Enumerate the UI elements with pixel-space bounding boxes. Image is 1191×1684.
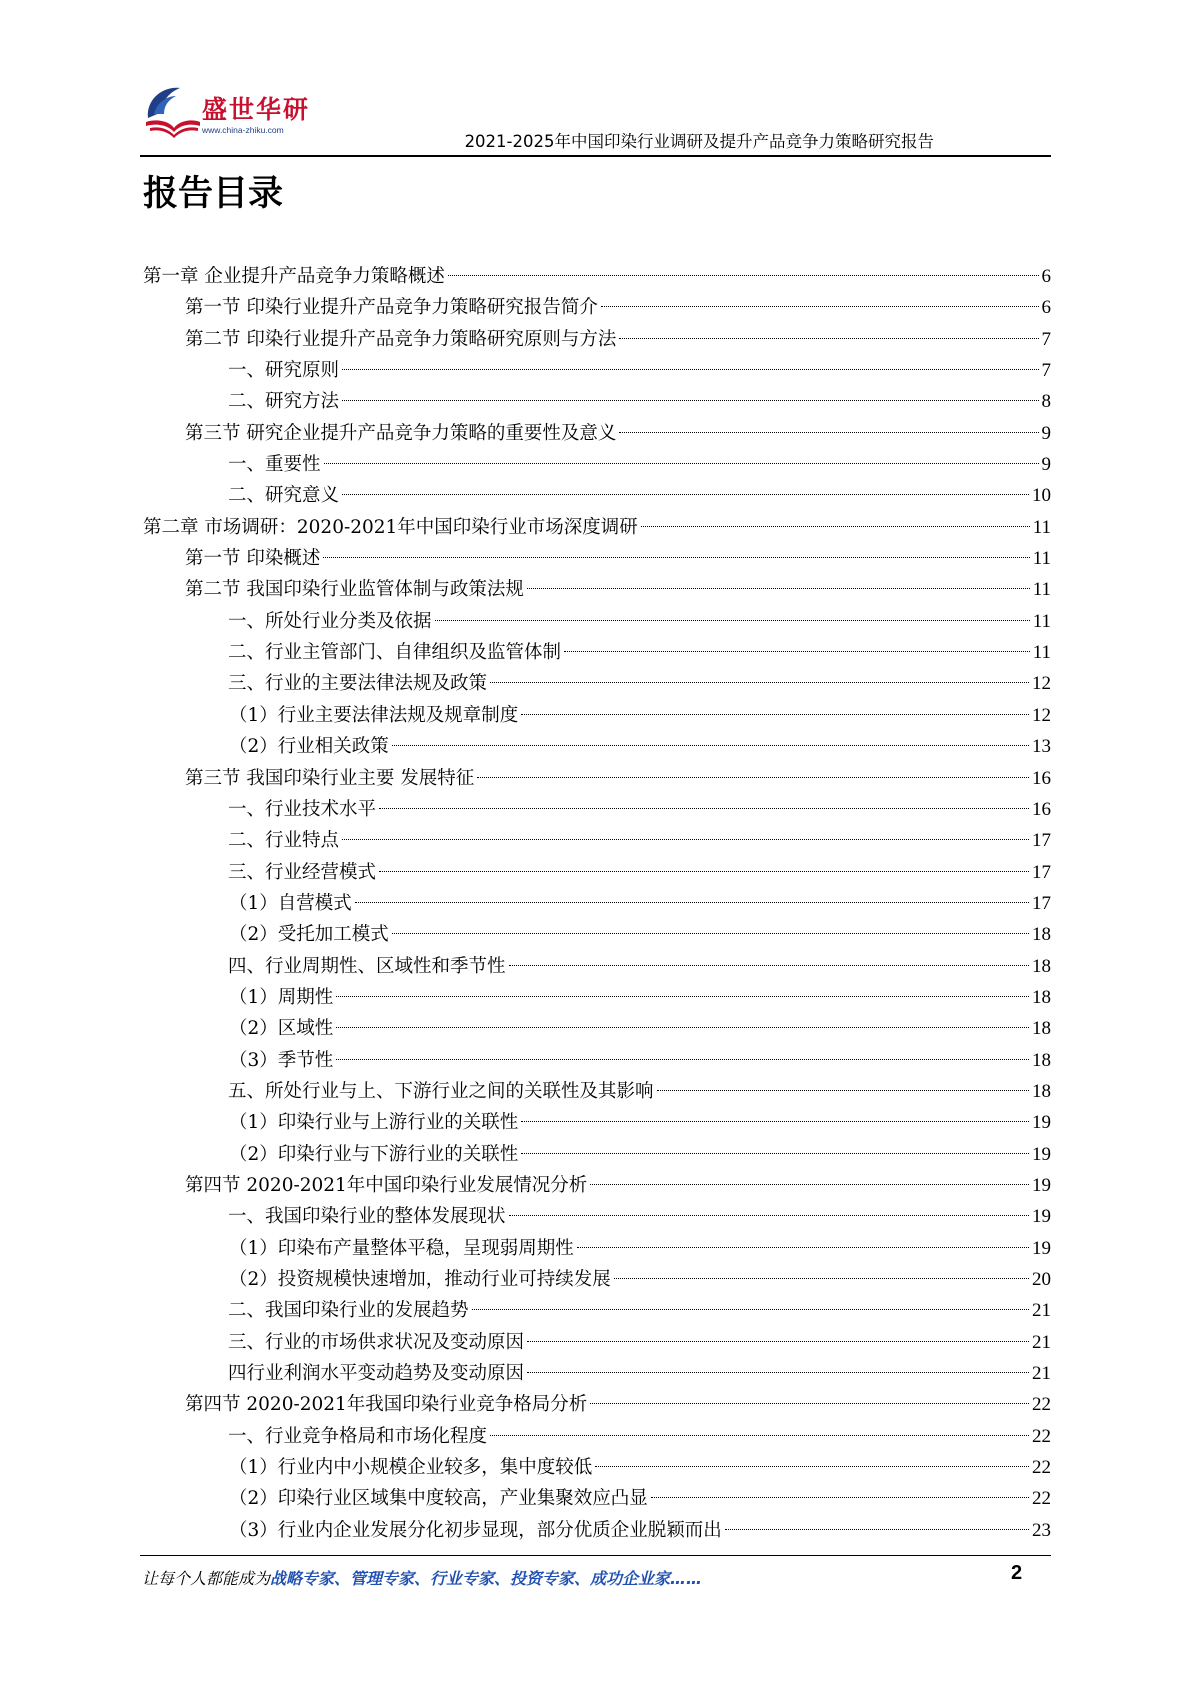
toc-entry-text: （1）印染布产量整体平稳，呈现弱周期性 [229, 1237, 574, 1259]
toc-entry-page: 7 [1041, 360, 1051, 382]
toc-entry-page: 18 [1032, 1049, 1051, 1071]
toc-entry-text: 四、行业周期性、区域性和季节性 [228, 955, 506, 977]
toc-entry-text: （2）行业相关政策 [229, 736, 389, 758]
footer-motto [142, 1566, 702, 1589]
toc-entry-page: 11 [1032, 579, 1051, 601]
toc-entry[interactable] [143, 1233, 1051, 1264]
toc-entry-text: 第二节 印染行业提升产品竞争力策略研究原则与方法 [185, 328, 617, 350]
toc-entry-text: 二、行业特点 [228, 830, 340, 852]
toc-entry[interactable] [143, 606, 1051, 637]
toc-entry[interactable] [143, 1483, 1051, 1514]
toc-dot-leader [448, 275, 1039, 276]
toc-entry[interactable] [143, 919, 1051, 950]
toc-dot-leader [355, 902, 1029, 903]
toc-entry[interactable] [143, 1107, 1051, 1138]
toc-entry[interactable] [143, 763, 1051, 794]
toc-entry-page: 16 [1032, 798, 1051, 820]
toc-entry[interactable] [143, 1515, 1051, 1546]
toc-entry-text: 第二章 市场调研：2020-2021年中国印染行业市场深度调研 [143, 516, 638, 538]
toc-entry-page: 18 [1032, 955, 1051, 977]
toc-entry-page: 20 [1032, 1269, 1051, 1290]
toc-entry[interactable] [143, 888, 1051, 919]
toc-entry[interactable] [143, 512, 1051, 543]
toc-entry[interactable] [143, 668, 1051, 699]
toc-entry-text: 二、研究方法 [228, 391, 340, 413]
toc-entry-page: 18 [1032, 924, 1051, 946]
toc-entry[interactable] [143, 825, 1051, 856]
company-logo [140, 78, 320, 148]
toc-dot-leader [336, 1059, 1029, 1060]
toc-entry-text: （1）印染行业与上游行业的关联性 [229, 1112, 519, 1134]
toc-dot-leader [336, 1027, 1029, 1028]
toc-dot-leader [472, 1309, 1029, 1310]
toc-entry[interactable] [143, 1045, 1051, 1076]
toc-entry[interactable] [143, 1076, 1051, 1107]
toc-entry-page: 19 [1032, 1174, 1051, 1196]
logo-url: www.china-zhiku.com [202, 125, 284, 135]
toc-entry-page: 22 [1032, 1457, 1051, 1479]
toc-dot-leader [725, 1529, 1029, 1530]
toc-entry-text: 一、行业技术水平 [228, 798, 377, 820]
toc-dot-leader [577, 1247, 1029, 1248]
toc-entry-text: 第三节 我国印染行业主要 发展特征 [185, 767, 475, 789]
toc-entry-page: 6 [1041, 297, 1051, 319]
toc-entry-text: 第二节 我国印染行业监管体制与政策法规 [185, 579, 524, 601]
toc-dot-leader [651, 1497, 1029, 1498]
toc-entry-text: 三、行业的主要法律法规及政策 [228, 673, 488, 695]
toc-entry-text: 三、行业经营模式 [228, 861, 377, 883]
toc-entry-page: 22 [1032, 1488, 1051, 1510]
toc-dot-leader [336, 996, 1029, 997]
toc-entry-text: 第四节 2020-2021年中国印染行业发展情况分析 [185, 1174, 588, 1196]
toc-entry[interactable] [143, 1295, 1051, 1326]
toc-entry-text: （1）自营模式 [229, 892, 352, 914]
logo-emblem-icon [140, 78, 204, 142]
toc-entry-page: 16 [1032, 767, 1051, 789]
toc-dot-leader [590, 1403, 1029, 1404]
toc-entry[interactable] [143, 480, 1051, 511]
toc-entry-page: 18 [1032, 1080, 1051, 1102]
toc-entry-page: 12 [1032, 704, 1051, 726]
toc-entry-text: 二、行业主管部门、自律组织及监管体制 [228, 642, 562, 664]
toc-entry[interactable] [143, 386, 1051, 417]
toc-dot-leader [657, 1090, 1029, 1091]
toc-entry-page: 11 [1032, 642, 1051, 664]
toc-entry-page: 11 [1032, 516, 1051, 538]
toc-entry-text: （1）行业内中小规模企业较多，集中度较低 [229, 1457, 593, 1479]
toc-entry-text: 第四节 2020-2021年我国印染行业竞争格局分析 [185, 1394, 588, 1416]
toc-entry[interactable] [143, 731, 1051, 762]
toc-dot-leader [490, 682, 1029, 683]
toc-entry-page: 19 [1032, 1143, 1051, 1165]
toc-entry[interactable] [143, 1452, 1051, 1483]
toc-dot-leader [379, 871, 1029, 872]
toc-dot-leader [527, 588, 1030, 589]
toc-entry[interactable] [143, 700, 1051, 731]
toc-entry-page: 21 [1032, 1331, 1051, 1353]
toc-entry-text: （2）印染行业与下游行业的关联性 [229, 1143, 519, 1165]
toc-entry-text: 二、研究意义 [228, 485, 340, 507]
toc-entry[interactable] [143, 1201, 1051, 1232]
toc-dot-leader [521, 714, 1029, 715]
toc-dot-leader [641, 526, 1030, 527]
toc-entry[interactable] [143, 1327, 1051, 1358]
footer-divider [140, 1555, 1051, 1556]
toc-entry-page: 23 [1032, 1519, 1051, 1541]
toc-entry-text: （1）周期性 [229, 986, 334, 1008]
toc-entry-page: 9 [1041, 422, 1051, 444]
toc-entry[interactable] [143, 1139, 1051, 1170]
toc-entry-text: （2）印染行业区域集中度较高，产业集聚效应凸显 [229, 1488, 648, 1510]
toc-dot-leader [342, 400, 1038, 401]
toc-entry-text: 一、行业竞争格局和市场化程度 [228, 1425, 488, 1447]
toc-entry-page: 19 [1032, 1112, 1051, 1134]
toc-dot-leader [342, 494, 1029, 495]
toc-entry[interactable] [143, 1013, 1051, 1044]
toc-dot-leader [564, 651, 1030, 652]
toc-entry-text: （1）行业主要法律法规及规章制度 [229, 704, 519, 726]
toc-dot-leader [619, 432, 1038, 433]
toc-entry-page: 21 [1032, 1363, 1051, 1385]
toc-dot-leader [527, 1372, 1029, 1373]
toc-dot-leader [490, 1435, 1029, 1436]
page-number: 2 [1011, 1562, 1023, 1584]
toc-entry-text: 第一章 企业提升产品竞争力策略概述 [143, 266, 445, 287]
toc-entry[interactable] [143, 1264, 1051, 1295]
toc-entry-page: 12 [1032, 673, 1051, 695]
toc-entry[interactable] [143, 951, 1051, 982]
toc-entry-page: 18 [1032, 1018, 1051, 1040]
toc-dot-leader [527, 1341, 1029, 1342]
toc-dot-leader [590, 1184, 1029, 1185]
toc-entry-text: 五、所处行业与上、下游行业之间的关联性及其影响 [228, 1080, 654, 1102]
toc-entry[interactable] [143, 449, 1051, 480]
toc-entry[interactable] [143, 418, 1051, 449]
toc-dot-leader [595, 1466, 1029, 1467]
header-divider [140, 155, 1051, 157]
toc-dot-leader [477, 777, 1029, 778]
toc-entry[interactable] [143, 982, 1051, 1013]
footer-motto-highlight: 战略专家、管理专家、行业专家、投资专家、成功企业家…… [270, 1569, 703, 1588]
toc-entry-page: 17 [1032, 861, 1051, 883]
toc-dot-leader [509, 1215, 1029, 1216]
toc-entry[interactable] [143, 543, 1051, 574]
toc-dot-leader [601, 306, 1039, 307]
toc-entry-page: 9 [1041, 454, 1051, 476]
toc-entry-text: 第三节 研究企业提升产品竞争力策略的重要性及意义 [185, 422, 617, 444]
toc-entry-page: 19 [1032, 1206, 1051, 1228]
toc-dot-leader [435, 620, 1030, 621]
toc-entry-text: 第一节 印染行业提升产品竞争力策略研究报告简介 [185, 297, 598, 319]
toc-entry-page: 22 [1032, 1425, 1051, 1447]
toc-entry-text: 一、重要性 [228, 454, 321, 476]
toc-dot-leader [342, 839, 1029, 840]
toc-entry[interactable] [143, 1170, 1051, 1201]
toc-heading: 报告目录 [143, 174, 284, 214]
toc-entry[interactable] [143, 1358, 1051, 1389]
toc-entry-page: 10 [1032, 485, 1051, 507]
toc-entry-text: （3）行业内企业发展分化初步显现，部分优质企业脱颖而出 [229, 1519, 722, 1541]
toc-dot-leader [509, 965, 1029, 966]
toc-entry-text: 一、我国印染行业的整体发展现状 [228, 1206, 506, 1228]
toc-entry-page: 17 [1032, 830, 1051, 852]
table-of-contents [143, 261, 1051, 1546]
toc-entry[interactable] [143, 292, 1051, 323]
toc-entry-text: 一、所处行业分类及依据 [228, 610, 432, 632]
toc-dot-leader [342, 369, 1038, 370]
toc-dot-leader [614, 1278, 1029, 1279]
toc-entry-text: （2）区域性 [229, 1018, 334, 1040]
toc-dot-leader [392, 745, 1029, 746]
toc-entry-page: 11 [1032, 610, 1051, 632]
toc-dot-leader [392, 933, 1029, 934]
toc-entry-page: 6 [1041, 266, 1051, 287]
toc-entry-page: 22 [1032, 1394, 1051, 1416]
page-header [0, 0, 1191, 160]
toc-entry[interactable] [143, 857, 1051, 888]
toc-entry-text: （3）季节性 [229, 1049, 334, 1071]
toc-entry-page: 13 [1032, 736, 1051, 758]
toc-dot-leader [323, 557, 1029, 558]
toc-entry-text: 四行业利润水平变动趋势及变动原因 [228, 1363, 525, 1385]
toc-entry-page: 8 [1041, 391, 1051, 413]
toc-dot-leader [619, 338, 1038, 339]
toc-entry[interactable] [143, 355, 1051, 386]
toc-entry[interactable] [143, 261, 1051, 292]
toc-entry-page: 19 [1032, 1237, 1051, 1259]
toc-dot-leader [521, 1121, 1029, 1122]
toc-entry[interactable] [143, 1389, 1051, 1420]
toc-dot-leader [521, 1153, 1029, 1154]
toc-entry-text: （2）投资规模快速增加，推动行业可持续发展 [229, 1269, 611, 1290]
logo-name: 盛世华研 [202, 95, 311, 124]
toc-entry[interactable] [143, 637, 1051, 668]
toc-entry-text: 第一节 印染概述 [185, 548, 321, 570]
toc-entry[interactable] [143, 1421, 1051, 1452]
toc-entry-text: 三、行业的市场供求状况及变动原因 [228, 1331, 525, 1353]
toc-entry-text: 一、研究原则 [228, 360, 340, 382]
toc-entry-page: 17 [1032, 892, 1051, 914]
toc-entry[interactable] [143, 324, 1051, 355]
toc-entry-page: 18 [1032, 986, 1051, 1008]
toc-entry-page: 7 [1041, 328, 1051, 350]
toc-entry[interactable] [143, 794, 1051, 825]
toc-entry-text: （2）受托加工模式 [229, 924, 389, 946]
report-title: 2021-2025年中国印染行业调研及提升产品竞争力策略研究报告 [464, 132, 934, 151]
toc-entry-text: 二、我国印染行业的发展趋势 [228, 1300, 469, 1322]
footer-motto-prefix: 让每个人都能成为 [142, 1569, 271, 1588]
toc-entry[interactable] [143, 574, 1051, 605]
toc-dot-leader [379, 808, 1029, 809]
toc-dot-leader [324, 463, 1039, 464]
toc-entry-page: 11 [1032, 548, 1051, 570]
toc-entry-page: 21 [1032, 1300, 1051, 1322]
